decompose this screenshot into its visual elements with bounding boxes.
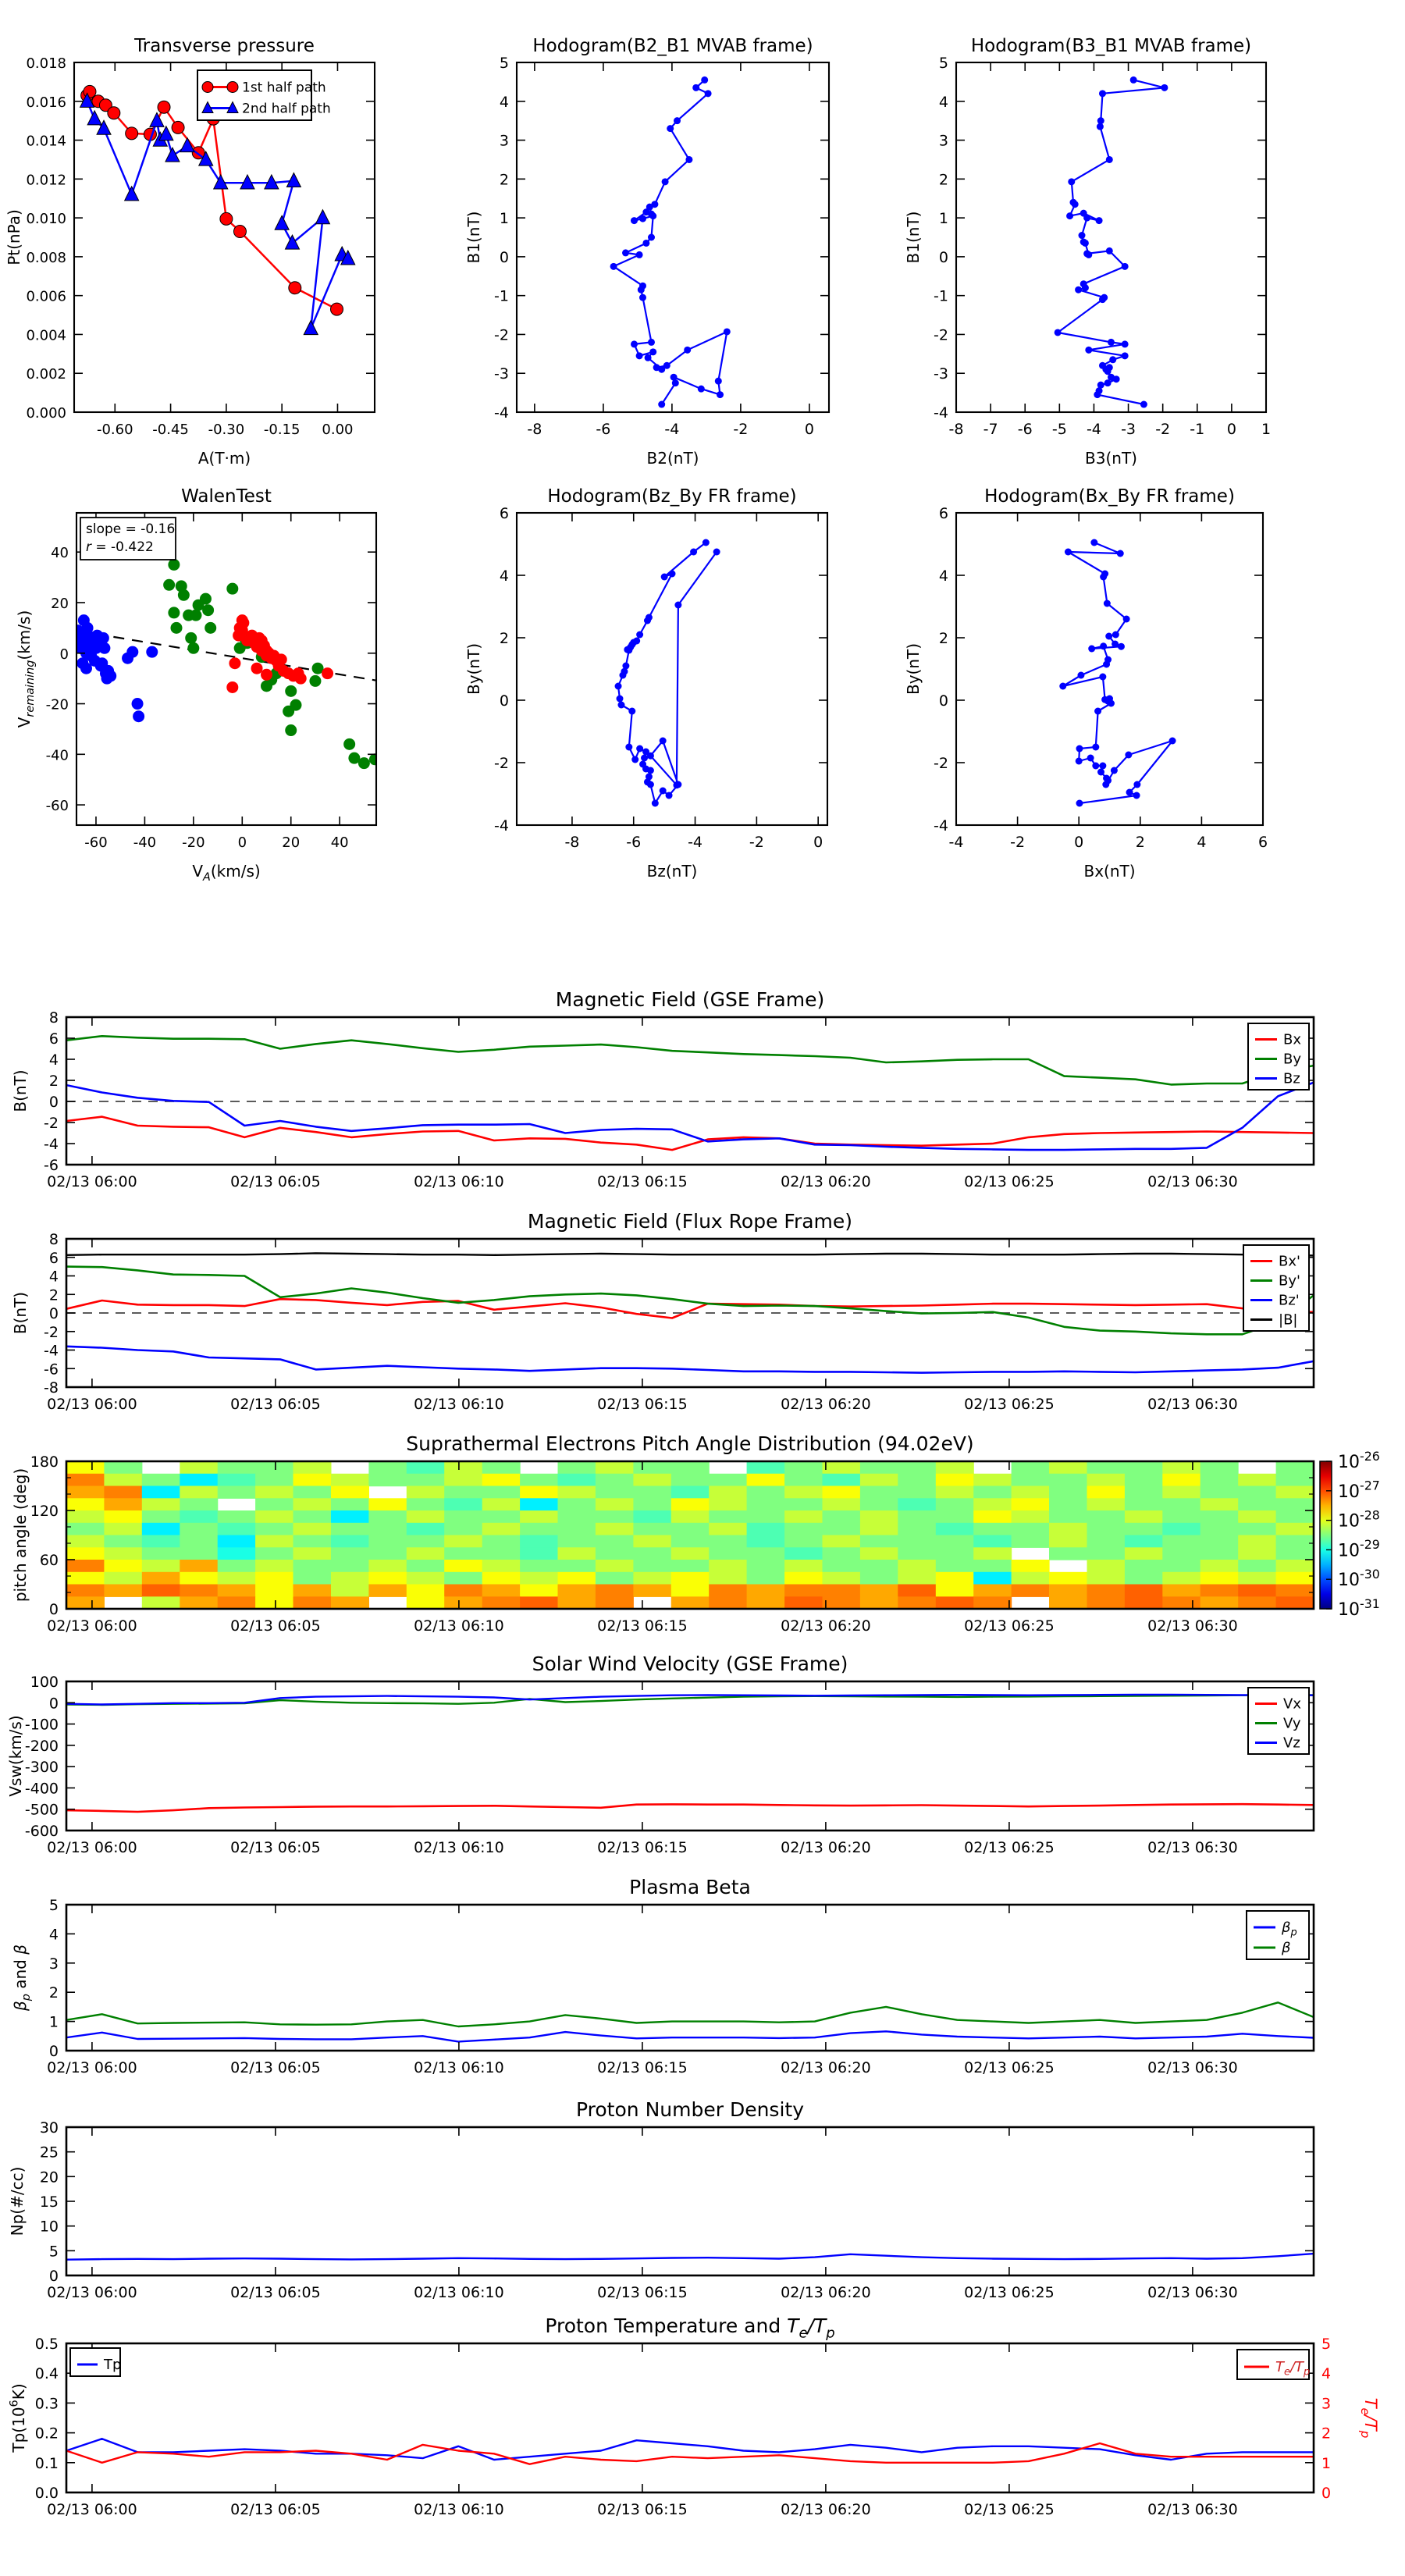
svg-text:By(nT): By(nT): [904, 642, 923, 696]
svg-text:Vremaining(km/s): $V_{remaining}(km/s)$: [15, 610, 37, 728]
svg-text:-2: -2: [494, 755, 509, 772]
svg-text:02/13 06:30: 02/13 06:30: [1147, 1173, 1238, 1190]
svg-text:4: 4: [48, 1268, 59, 1286]
svg-text:0: 0: [48, 1695, 59, 1713]
svg-text:1: 1: [938, 210, 948, 228]
svg-text:-2: -2: [934, 326, 948, 344]
svg-text:0.014: 0.014: [26, 133, 66, 150]
svg-text:120: 120: [30, 1503, 59, 1520]
svg-text:-200: -200: [24, 1737, 59, 1755]
svg-text:WalenTest: WalenTest: [181, 486, 272, 507]
svg-text:0.008: 0.008: [26, 249, 66, 266]
svg-text:Bx(nT): Bx(nT): [1083, 862, 1136, 881]
svg-text:02/13 06:15: 02/13 06:15: [597, 1839, 688, 1856]
svg-text:-3: -3: [1121, 421, 1136, 438]
svg-text:-2: -2: [44, 1115, 59, 1132]
svg-text:-8: -8: [948, 421, 964, 438]
svg-text:02/13 06:30: 02/13 06:30: [1147, 1396, 1238, 1413]
svg-text:Bx: Bx: [1283, 1031, 1302, 1048]
svg-text:|B|: |B|: [1279, 1311, 1298, 1329]
svg-text:6: 6: [938, 505, 948, 522]
svg-text:02/13 06:20: 02/13 06:20: [781, 1839, 871, 1856]
svg-text:Proton Number Density: Proton Number Density: [576, 2098, 804, 2121]
svg-text:-400: -400: [24, 1780, 59, 1798]
svg-text:-300: -300: [24, 1759, 59, 1777]
panel-transverse: [5, 36, 375, 468]
svg-text:02/13 06:20: 02/13 06:20: [781, 2284, 871, 2301]
panel-gse: [11, 988, 1314, 1190]
svg-text:02/13 06:00: 02/13 06:00: [47, 2284, 137, 2301]
svg-text:02/13 06:15: 02/13 06:15: [597, 1173, 688, 1190]
panel-beta: [11, 1876, 1314, 2076]
svg-text:5: 5: [499, 55, 509, 72]
svg-text:0.006: 0.006: [26, 288, 66, 305]
svg-text:0: 0: [499, 692, 509, 710]
svg-text:02/13 06:25: 02/13 06:25: [964, 1617, 1055, 1635]
svg-text:-5: -5: [1051, 421, 1067, 438]
svg-text:02/13 06:20: 02/13 06:20: [781, 1396, 871, 1413]
svg-text:-4: -4: [494, 404, 509, 422]
svg-text:02/13 06:05: 02/13 06:05: [230, 1839, 321, 1856]
svg-text:Transverse pressure: Transverse pressure: [134, 36, 315, 56]
svg-text:-4: -4: [1086, 421, 1101, 438]
svg-text:B1(nT): B1(nT): [464, 211, 483, 264]
svg-text:5: 5: [48, 2243, 59, 2261]
svg-text:6: 6: [48, 1030, 59, 1048]
svg-text:0: 0: [1226, 421, 1236, 438]
svg-text:02/13 06:10: 02/13 06:10: [414, 1396, 504, 1413]
svg-text:-6: -6: [1017, 421, 1033, 438]
svg-text:By(nT): By(nT): [464, 642, 483, 696]
svg-text:0: 0: [48, 1305, 59, 1322]
svg-text:0: 0: [48, 1601, 59, 1618]
svg-text:6: 6: [499, 505, 509, 522]
svg-text:4: 4: [1321, 2365, 1332, 2383]
svg-text:Magnetic Field (Flux Rope Fram: Magnetic Field (Flux Rope Frame): [527, 1210, 853, 1233]
svg-text:0.5: 0.5: [34, 2336, 59, 2353]
svg-text:-40: -40: [133, 834, 157, 851]
svg-text:-3: -3: [934, 365, 948, 383]
svg-text:-4: -4: [934, 817, 948, 834]
svg-text:-100: -100: [24, 1716, 59, 1734]
svg-text:0.3: 0.3: [34, 2395, 59, 2413]
svg-text:-4: -4: [494, 817, 509, 834]
svg-text:B1(nT): B1(nT): [904, 211, 923, 264]
svg-text:15: 15: [39, 2194, 59, 2211]
svg-text:02/13 06:10: 02/13 06:10: [414, 2059, 504, 2076]
svg-text:0: 0: [813, 834, 823, 851]
svg-text:-6: -6: [626, 834, 642, 851]
svg-text:6: 6: [48, 1249, 59, 1267]
svg-text:Te/Tp: $T_e/T_p$: [1275, 2359, 1311, 2379]
svg-text:0.004: 0.004: [26, 327, 66, 344]
svg-text:-2: -2: [749, 834, 764, 851]
svg-text:-4: -4: [934, 404, 948, 422]
svg-text:0.4: 0.4: [34, 2365, 59, 2383]
svg-text:Magnetic Field (GSE Frame): Magnetic Field (GSE Frame): [555, 988, 825, 1011]
svg-text:4: 4: [48, 1926, 59, 1944]
svg-text:02/13 06:00: 02/13 06:00: [47, 2501, 137, 2518]
svg-text:02/13 06:10: 02/13 06:10: [414, 1839, 504, 1856]
svg-text:02/13 06:30: 02/13 06:30: [1147, 1617, 1238, 1635]
svg-text:02/13 06:05: 02/13 06:05: [230, 1173, 321, 1190]
svg-text:Vy: Vy: [1283, 1715, 1301, 1732]
svg-text:-8: -8: [44, 1379, 59, 1397]
svg-text:02/13 06:30: 02/13 06:30: [1147, 2284, 1238, 2301]
svg-text:4: 4: [938, 93, 948, 111]
svg-text:-2: -2: [934, 755, 948, 772]
svg-text:5: 5: [48, 1897, 59, 1914]
svg-text:0: 0: [499, 248, 509, 266]
svg-text:02/13 06:25: 02/13 06:25: [964, 1173, 1055, 1190]
svg-text:slope = -0.16: slope = -0.16: [86, 521, 176, 537]
svg-text:4: 4: [499, 93, 509, 111]
svg-text:-1: -1: [1190, 421, 1205, 438]
svg-text:02/13 06:20: 02/13 06:20: [781, 2059, 871, 2076]
svg-text:10: 10: [39, 2218, 59, 2236]
svg-text:0: 0: [804, 421, 814, 438]
svg-text:-2: -2: [733, 421, 749, 438]
svg-text:0.00: 0.00: [322, 422, 354, 438]
panel-hodo_b3b1: [904, 36, 1271, 468]
svg-text:0: 0: [237, 834, 247, 851]
svg-text:02/13 06:05: 02/13 06:05: [230, 2059, 321, 2076]
svg-text:-2: -2: [1010, 834, 1026, 851]
svg-text:1st half path: 1st half path: [242, 80, 326, 96]
svg-text:-20: -20: [182, 834, 205, 851]
svg-text:10-31: $10^{-31}$: [1338, 1596, 1380, 1620]
svg-text:30: 30: [39, 2119, 59, 2137]
svg-text:Hodogram(Bz_By FR frame): Hodogram(Bz_By FR frame): [547, 486, 797, 507]
svg-text:02/13 06:25: 02/13 06:25: [964, 2059, 1055, 2076]
svg-text:2nd half path: 2nd half path: [242, 101, 331, 117]
svg-text:6: 6: [1257, 834, 1268, 851]
panel-np: [8, 2098, 1314, 2301]
svg-text:8: 8: [48, 1009, 59, 1026]
svg-text:10-29: $10^{-29}$: [1338, 1537, 1380, 1561]
panel-hodo_bxby: [904, 486, 1268, 881]
svg-text:02/13 06:15: 02/13 06:15: [597, 2059, 688, 2076]
svg-text:βp: $\beta_p$: [1282, 1920, 1297, 1939]
panel-temp: [9, 2314, 1380, 2518]
svg-text:-20: -20: [45, 696, 69, 713]
svg-text:-60: -60: [45, 798, 69, 815]
svg-text:5: 5: [938, 55, 948, 72]
svg-text:2: 2: [499, 630, 509, 647]
svg-text:-4: -4: [948, 834, 964, 851]
svg-text:02/13 06:00: 02/13 06:00: [47, 1173, 137, 1190]
svg-text:02/13 06:15: 02/13 06:15: [597, 1396, 688, 1413]
svg-text:-0.60: -0.60: [96, 422, 133, 438]
svg-text:r = -0.422: r = -0.422: [86, 539, 154, 555]
svg-text:By: By: [1283, 1051, 1302, 1068]
svg-text:-0.30: -0.30: [208, 422, 245, 438]
svg-text:-40: -40: [45, 747, 69, 764]
svg-text:20: 20: [39, 2169, 59, 2186]
svg-text:10-30: $10^{-30}$: [1338, 1566, 1380, 1591]
svg-text:02/13 06:15: 02/13 06:15: [597, 2284, 688, 2301]
svg-text:-7: -7: [983, 421, 998, 438]
svg-text:0: 0: [1074, 834, 1084, 851]
svg-text:10-28: $10^{-28}$: [1338, 1507, 1380, 1532]
svg-text:02/13 06:05: 02/13 06:05: [230, 2284, 321, 2301]
svg-text:0.1: 0.1: [34, 2454, 59, 2472]
svg-text:02/13 06:10: 02/13 06:10: [414, 1173, 504, 1190]
svg-text:0: 0: [48, 2043, 59, 2060]
svg-text:0.018: 0.018: [26, 55, 66, 72]
svg-text:02/13 06:10: 02/13 06:10: [414, 2501, 504, 2518]
svg-text:3: 3: [48, 1955, 59, 1973]
panel-fr: [11, 1210, 1314, 1413]
svg-text:0.000: 0.000: [26, 405, 66, 422]
svg-text:VA(km/s): $V_A(km/s)$: [192, 862, 261, 884]
svg-text:02/13 06:15: 02/13 06:15: [597, 2501, 688, 2518]
svg-text:180: 180: [30, 1453, 59, 1471]
panel-swv: [6, 1653, 1314, 1856]
svg-text:25: 25: [39, 2144, 59, 2161]
svg-text:1: 1: [499, 210, 509, 228]
svg-text:-8: -8: [564, 834, 580, 851]
svg-text:Solar Wind Velocity (GSE Frame: Solar Wind Velocity (GSE Frame): [532, 1653, 848, 1675]
svg-text:Bz': Bz': [1279, 1292, 1300, 1309]
svg-text:02/13 06:25: 02/13 06:25: [964, 2284, 1055, 2301]
svg-text:0: 0: [48, 1094, 59, 1111]
svg-text:B2(nT): B2(nT): [646, 449, 699, 468]
svg-text:1: 1: [1321, 2454, 1332, 2472]
svg-text:20: 20: [51, 595, 69, 612]
svg-text:-4: -4: [44, 1342, 59, 1360]
svg-text:Suprathermal Electrons Pitch A: Suprathermal Electrons Pitch Angle Distribution (94.02eV): [406, 1432, 974, 1455]
svg-text:02/13 06:25: 02/13 06:25: [964, 1396, 1055, 1413]
svg-text:-3: -3: [494, 365, 509, 383]
svg-text:B(nT): B(nT): [11, 1069, 30, 1112]
svg-text:Plasma Beta: Plasma Beta: [629, 1876, 751, 1898]
svg-text:2: 2: [938, 630, 948, 647]
svg-text:pitch angle (deg): pitch angle (deg): [11, 1468, 30, 1603]
svg-text:100: 100: [30, 1674, 59, 1691]
svg-text:02/13 06:05: 02/13 06:05: [230, 1617, 321, 1635]
panel-pad: [11, 1432, 1380, 1635]
svg-text:Vsw(km/s): Vsw(km/s): [6, 1715, 25, 1797]
svg-text:02/13 06:20: 02/13 06:20: [781, 2501, 871, 2518]
svg-text:B(nT): B(nT): [11, 1291, 30, 1335]
panel-walen: [15, 486, 381, 884]
svg-text:0.0: 0.0: [34, 2485, 59, 2502]
svg-text:-6: -6: [44, 1361, 59, 1379]
svg-text:0: 0: [48, 2268, 59, 2285]
svg-text:-500: -500: [24, 1801, 59, 1819]
svg-text:By': By': [1279, 1272, 1300, 1290]
svg-text:Np(#/cc): Np(#/cc): [8, 2166, 27, 2236]
svg-text:B3(nT): B3(nT): [1085, 449, 1137, 468]
svg-text:Vz: Vz: [1283, 1735, 1300, 1752]
svg-text:-6: -6: [596, 421, 611, 438]
svg-text:02/13 06:00: 02/13 06:00: [47, 1617, 137, 1635]
svg-text:02/13 06:05: 02/13 06:05: [230, 2501, 321, 2518]
svg-text:02/13 06:25: 02/13 06:25: [964, 1839, 1055, 1856]
svg-text:02/13 06:15: 02/13 06:15: [597, 1617, 688, 1635]
svg-text:0: 0: [59, 646, 69, 663]
svg-text:-2: -2: [494, 326, 509, 344]
svg-text:4: 4: [48, 1051, 59, 1069]
svg-text:02/13 06:20: 02/13 06:20: [781, 1173, 871, 1190]
svg-text:Te/Tp: $T_e/T_p$: [1357, 2397, 1380, 2439]
svg-text:20: 20: [282, 834, 301, 851]
svg-text:2: 2: [499, 171, 509, 189]
svg-text:02/13 06:10: 02/13 06:10: [414, 1617, 504, 1635]
svg-text:02/13 06:20: 02/13 06:20: [781, 1617, 871, 1635]
svg-text:40: 40: [51, 545, 69, 562]
svg-text:02/13 06:05: 02/13 06:05: [230, 1396, 321, 1413]
svg-text:Bz: Bz: [1283, 1070, 1300, 1087]
svg-text:2: 2: [938, 171, 948, 189]
svg-text:2: 2: [48, 1073, 59, 1090]
svg-text:2: 2: [1135, 834, 1145, 851]
svg-text:Hodogram(B2_B1 MVAB frame): Hodogram(B2_B1 MVAB frame): [532, 36, 813, 56]
svg-text:Bx': Bx': [1279, 1253, 1300, 1270]
svg-text:1: 1: [1261, 421, 1272, 438]
svg-text:βp and β: $\beta_p$ and β: [11, 1944, 33, 2012]
svg-text:Tp: Tp: [104, 2357, 122, 2373]
svg-text:Bz(nT): Bz(nT): [646, 862, 698, 881]
svg-text:02/13 06:00: 02/13 06:00: [47, 1396, 137, 1413]
svg-text:02/13 06:30: 02/13 06:30: [1147, 2059, 1238, 2076]
svg-text:1: 1: [48, 2013, 59, 2031]
svg-text:-0.15: -0.15: [263, 422, 301, 438]
svg-text:60: 60: [39, 1552, 59, 1569]
svg-text:40: 40: [330, 834, 349, 851]
svg-text:4: 4: [499, 568, 509, 585]
svg-text:02/13 06:30: 02/13 06:30: [1147, 1839, 1238, 1856]
svg-text:02/13 06:10: 02/13 06:10: [414, 2284, 504, 2301]
svg-text:Hodogram(B3_B1 MVAB frame): Hodogram(B3_B1 MVAB frame): [970, 36, 1252, 56]
svg-text:02/13 06:00: 02/13 06:00: [47, 1839, 137, 1856]
svg-text:-60: -60: [84, 834, 108, 851]
svg-text:3: 3: [1321, 2395, 1332, 2413]
svg-text:-0.45: -0.45: [152, 422, 189, 438]
svg-text:0.010: 0.010: [26, 211, 66, 228]
svg-text:3: 3: [938, 132, 948, 150]
panel-hodo_bzby: [464, 486, 827, 881]
svg-text:8: 8: [48, 1231, 59, 1248]
svg-text:02/13 06:25: 02/13 06:25: [964, 2501, 1055, 2518]
svg-text:4: 4: [938, 568, 948, 585]
svg-text:0.2: 0.2: [34, 2425, 59, 2443]
svg-text:-4: -4: [44, 1136, 59, 1153]
svg-text:-600: -600: [24, 1823, 59, 1840]
svg-text:0.016: 0.016: [26, 94, 66, 111]
svg-text:A(T·m): A(T·m): [197, 449, 251, 468]
svg-text:0: 0: [938, 692, 948, 710]
svg-text:-4: -4: [664, 421, 680, 438]
svg-text:2: 2: [48, 1984, 59, 2002]
svg-text:4: 4: [1197, 834, 1207, 851]
svg-text:02/13 06:00: 02/13 06:00: [47, 2059, 137, 2076]
svg-text:2: 2: [48, 1286, 59, 1304]
svg-text:10-27: $10^{-27}$: [1338, 1478, 1380, 1502]
svg-text:-6: -6: [44, 1157, 59, 1174]
svg-text:10-26: $10^{-26}$: [1338, 1448, 1380, 1472]
svg-text:-1: -1: [494, 287, 509, 305]
svg-text:2: 2: [1321, 2425, 1332, 2443]
svg-text:-1: -1: [934, 287, 948, 305]
svg-text:-2: -2: [44, 1323, 59, 1341]
svg-text:3: 3: [499, 132, 509, 150]
svg-text:Tp(106K): $Tp(10^6K)$: [8, 2383, 28, 2453]
svg-text:-4: -4: [688, 834, 703, 851]
svg-text:0: 0: [938, 248, 948, 266]
svg-text:β: β: [1282, 1940, 1291, 1956]
svg-text:Proton Temperature and Te/Tp: Proton Temperature and $T_e/T_p$: [545, 2314, 835, 2342]
panel-hodo_b2b1: [464, 36, 829, 468]
svg-text:Vx: Vx: [1283, 1695, 1301, 1713]
svg-text:-8: -8: [527, 421, 542, 438]
svg-text:Pt(nPa): Pt(nPa): [5, 209, 23, 265]
svg-text:02/13 06:30: 02/13 06:30: [1147, 2501, 1238, 2518]
svg-text:0: 0: [1321, 2485, 1332, 2502]
svg-text:0.012: 0.012: [26, 172, 66, 189]
svg-text:-2: -2: [1155, 421, 1171, 438]
svg-text:5: 5: [1321, 2336, 1332, 2353]
svg-text:Hodogram(Bx_By FR frame): Hodogram(Bx_By FR frame): [984, 486, 1235, 507]
svg-text:0.002: 0.002: [26, 366, 66, 383]
